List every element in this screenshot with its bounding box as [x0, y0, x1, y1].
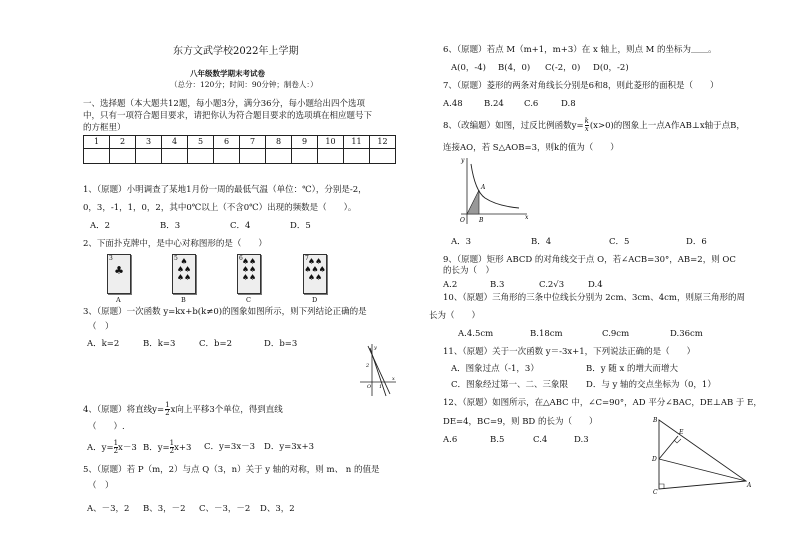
- section1-instructions-2: 中，只有一项符合题目要求，请把你认为符合题目要求的选项填在相应题号下: [83, 111, 373, 121]
- q7-option-a: A.48: [443, 99, 463, 109]
- q3-option-c: C．b=2: [199, 339, 232, 349]
- q8-option-c: C．5: [609, 237, 630, 247]
- q11-option-c: C．图象经过第一、二、三象限: [451, 380, 569, 390]
- answer-cell[interactable]: [188, 149, 214, 164]
- q12-option-c: C.4: [533, 435, 548, 445]
- section1-instructions-3: 的方框里）: [83, 123, 126, 133]
- q10-line1: 10、（原题）三角形的三条中位线长分别为 2cm、3cm、4cm，则原三角形的周: [443, 293, 745, 303]
- q4-option-a: [87, 440, 137, 455]
- spade-icon: ♠♠ ♠♠ ♠♠: [241, 257, 257, 282]
- q7-option-c: C.6: [524, 99, 539, 109]
- exam-info: （总分：120分；时间：90分钟；制卷人：）: [170, 80, 318, 89]
- q3-linear-graph: [358, 342, 398, 398]
- q11-option-d: D．与 y 轴的交点坐标为（0，1）: [586, 380, 716, 390]
- q3-tick-1: 1: [379, 384, 383, 390]
- q8-line1b: (x>0)的图象上一点A作AB⊥x轴于点B，: [589, 121, 745, 131]
- exam-title: 八年级数学期末考试卷: [190, 69, 265, 78]
- q8-y-label: y: [461, 157, 465, 164]
- answer-header-1: 1: [84, 136, 110, 149]
- q4-option-a-num: 1: [113, 439, 119, 447]
- q10-option-b: B.18cm: [530, 329, 563, 339]
- q1-option-c: C．4: [230, 221, 251, 231]
- q2-stem: 2、下面扑克牌中，是中心对称图形的是（ ）: [83, 239, 267, 249]
- q9-line1: 9、（原题）矩形 ABCD 的对角线交于点 O，若∠ACB=30°，AB=2，则 OC: [443, 255, 736, 265]
- q3-option-a: A．k=2: [87, 339, 120, 349]
- q3-line1: 3、（原题）一次函数 y=kx+b(k≠0)的图象如图所示，则下列结论正确的是: [83, 307, 367, 317]
- q9-line2: 的长为（ ）: [443, 266, 495, 276]
- q1-option-a: A．2: [90, 221, 111, 231]
- answer-table-header-row: [84, 136, 396, 149]
- answer-table-blank-row: [84, 149, 396, 164]
- q10-line2: 长为（ ）: [429, 311, 481, 321]
- q4-option-b-den: 2: [169, 447, 175, 455]
- q12-label-e: E: [679, 429, 684, 436]
- card-c-label: C: [246, 296, 251, 304]
- q4-option-a-prefix: A．y=: [87, 443, 114, 453]
- card-c-rank: 6: [239, 255, 243, 262]
- q5-line2: （ ）: [88, 481, 114, 491]
- q7-option-b: B.24: [484, 99, 504, 109]
- q12-option-d: D.3: [574, 435, 589, 445]
- answer-cell[interactable]: [240, 149, 266, 164]
- q12-label-b: B: [653, 417, 658, 424]
- q8-line2: 连接AO，若 S△AOB=3，则k的值为（ ）: [443, 143, 619, 153]
- answer-header-12: 12: [370, 136, 396, 149]
- q4-line1a: 4、（原题）将直线y=: [83, 405, 165, 415]
- q4-frac-den: 2: [165, 409, 170, 417]
- q8-option-b: B．4: [531, 237, 552, 247]
- answer-table: [83, 135, 396, 164]
- answer-cell[interactable]: [110, 149, 136, 164]
- club-icon: ♣: [114, 264, 124, 277]
- q4-fraction: [165, 402, 169, 417]
- answer-cell[interactable]: [318, 149, 344, 164]
- answer-header-11: 11: [344, 136, 370, 149]
- q6-option-a: A(0，-4): [451, 63, 486, 73]
- q9-option-d: D.4: [588, 280, 603, 290]
- section1-instructions-1: 一、选择题（本大题共12题，每小题3分，满分36分，每小题给出四个选项: [83, 99, 366, 109]
- q6-option-b: B(4，0): [498, 63, 531, 73]
- answer-cell[interactable]: [84, 149, 110, 164]
- card-a-label: A: [116, 296, 121, 304]
- answer-cell[interactable]: [292, 149, 318, 164]
- q3-option-d: D．b=3: [264, 339, 298, 349]
- card-d-rank: 7: [305, 255, 309, 262]
- playing-card-b: [172, 254, 196, 294]
- spade-icon: ♠♠ ♠♠♠ ♠♠: [304, 257, 326, 282]
- answer-cell[interactable]: [214, 149, 240, 164]
- q3-y-label: y: [374, 345, 377, 351]
- school-title: 东方文武学校2022年上学期: [173, 46, 299, 57]
- q5-option-a: A、－3，2: [87, 504, 130, 514]
- q12-label-a: A: [747, 482, 752, 489]
- q8-triangle-aob: [467, 190, 479, 214]
- q9-option-a: A.2: [443, 280, 458, 290]
- answer-header-7: 7: [240, 136, 266, 149]
- q1-option-b: B．3: [160, 221, 181, 231]
- q5-option-d: D、3，2: [260, 504, 295, 514]
- q4-option-b: [143, 440, 191, 455]
- q4-option-a-den: 2: [113, 447, 119, 455]
- q4-option-d: D．y=3x+3: [264, 442, 314, 452]
- q4-option-b-prefix: B．y=: [143, 443, 170, 453]
- q8-origin-label: O: [460, 217, 465, 224]
- spade-icon: ♠ ♠♠ ♠♠: [176, 257, 192, 282]
- q8-point-b: B: [479, 217, 484, 224]
- q12-triangle-figure: [650, 415, 755, 495]
- q5-option-b: B、3，－2: [143, 504, 186, 514]
- q12-triangle-abc: [659, 420, 746, 489]
- q11-line1: 11、（原题）关于一次函数 y＝-3x+1，下列说法正确的是（ ）: [443, 347, 696, 357]
- q8-option-a: A．3: [451, 237, 472, 247]
- answer-header-10: 10: [318, 136, 344, 149]
- q11-option-b: B．y 随 x 的增大而增大: [586, 364, 678, 374]
- q12-option-a: A.6: [443, 435, 458, 445]
- card-a-rank: 3: [109, 255, 113, 262]
- answer-cell[interactable]: [266, 149, 292, 164]
- q1-line2: 0，3，-1，1，0，2，其中0℃以上（不含0℃）出现的频数是（ ）。: [83, 203, 357, 213]
- q10-option-a: A.4.5cm: [458, 329, 494, 339]
- answer-header-8: 8: [266, 136, 292, 149]
- q4-frac-num: 1: [165, 401, 170, 409]
- answer-header-3: 3: [136, 136, 162, 149]
- q1-option-d: D．5: [290, 221, 311, 231]
- q12-label-d: D: [652, 456, 657, 463]
- answer-cell[interactable]: [162, 149, 188, 164]
- answer-cell[interactable]: [344, 149, 370, 164]
- q1-line1: 1、（原题）小明调查了某地1月份一周的最低气温（单位：℃），分别是-2，: [83, 185, 367, 195]
- answer-cell[interactable]: [370, 149, 396, 164]
- answer-header-5: 5: [188, 136, 214, 149]
- card-b-rank: 5: [174, 255, 178, 262]
- playing-card-a: [107, 254, 131, 294]
- q4-line2: （ ）.: [88, 422, 125, 432]
- q10-option-c: C.9cm: [602, 329, 630, 339]
- q12-label-c: C: [653, 489, 658, 496]
- q6-option-c: C(-2，0): [545, 63, 581, 73]
- answer-header-9: 9: [292, 136, 318, 149]
- answer-cell[interactable]: [136, 149, 162, 164]
- q7-option-d: D.8: [561, 99, 576, 109]
- q6-option-d: D(0，-2): [593, 63, 629, 73]
- q6-line1: 6、（原题）若点 M（m+1，m+3）在 x 轴上，则点 M 的坐标为＿＿。: [443, 45, 717, 55]
- q4-line1: [83, 402, 283, 417]
- answer-header-4: 4: [162, 136, 188, 149]
- q12-segment-de: [659, 436, 678, 459]
- q8-frac-den: x: [584, 125, 589, 133]
- q11-option-a: A．图象过点（-1，3）: [451, 364, 539, 374]
- q10-option-d: D.36cm: [670, 329, 703, 339]
- q5-line1: 5、（原题）若 P（m，2）与点 Q（3，n）关于 y 轴的对称，则 m、 n 的值是: [83, 465, 380, 475]
- q8-inverse-graph: [455, 156, 530, 228]
- q5-option-c: C、－3，－2: [199, 504, 251, 514]
- q9-option-b: B.3: [490, 280, 505, 290]
- q7-line1: 7、（原题）菱形的两条对角线长分别是6和8，则此菱形的面积是（ ）: [443, 81, 719, 91]
- q12-option-b: B.5: [490, 435, 505, 445]
- q4-line1b: x向上平移3个单位，得到直线: [170, 405, 283, 415]
- q12-segment-ad: [659, 459, 746, 481]
- q3-origin-label: O: [367, 384, 372, 390]
- q3-x-label: x: [392, 376, 395, 382]
- q12-line2: DE=4，BC=9，则 BD 的长为（ ）: [443, 417, 598, 427]
- answer-header-6: 6: [214, 136, 240, 149]
- q4-option-b-suffix: x+3: [174, 443, 192, 453]
- q8-x-label: x: [525, 214, 529, 221]
- q8-point-a: A: [481, 184, 486, 191]
- q4-option-b-num: 1: [169, 439, 175, 447]
- q8-option-d: D．6: [686, 237, 707, 247]
- q3-line2: （ ）: [88, 322, 114, 332]
- playing-card-c: [237, 254, 261, 294]
- answer-header-2: 2: [110, 136, 136, 149]
- q9-option-c: C.2√3: [539, 280, 565, 290]
- q8-line1: [443, 118, 745, 133]
- q12-line1: 12、（原题）如图所示，在△ABC 中，∠C=90°，AD 平分∠BAC，DE⊥AB 于 E，: [443, 398, 762, 408]
- q4-option-c: C．y=3x－3: [204, 442, 256, 452]
- q3-option-b: B．k=3: [143, 339, 176, 349]
- q3-tick-2: 2: [366, 363, 370, 369]
- q8-fraction: [585, 118, 589, 133]
- card-b-label: B: [181, 296, 186, 304]
- q8-line1a: 8、（改编题）如图，过反比例函数y=: [443, 121, 584, 131]
- q4-option-a-suffix: x－3: [118, 443, 137, 453]
- playing-card-d: [303, 254, 327, 294]
- card-d-label: D: [312, 296, 318, 304]
- q8-frac-num: k: [584, 117, 589, 125]
